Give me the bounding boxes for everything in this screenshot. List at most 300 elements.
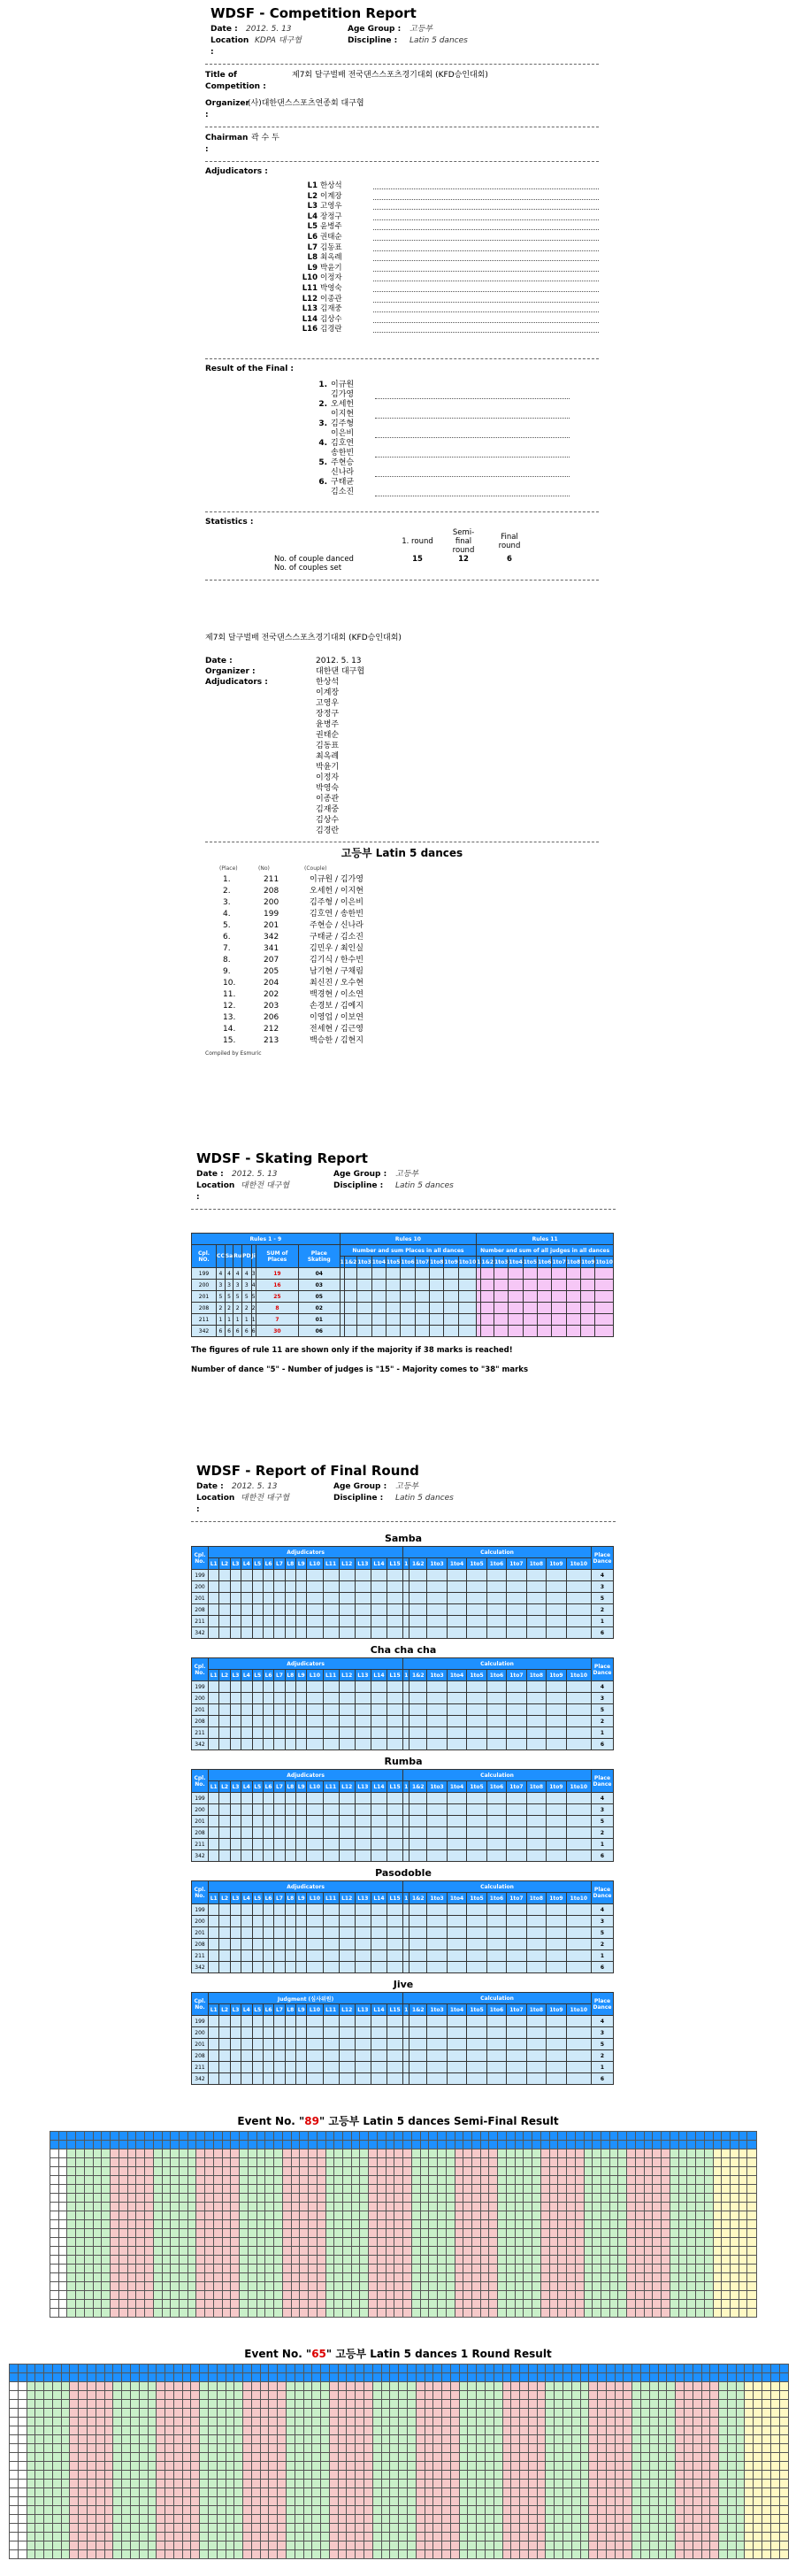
grid-cell: [338, 2426, 347, 2435]
grid-cell: [471, 2141, 480, 2149]
grid-cell: [502, 2488, 511, 2497]
place-range-header: 1to8: [430, 1257, 444, 1268]
grid-cell: [498, 2185, 507, 2194]
grid-row: [10, 2365, 789, 2373]
grid-cell: [606, 2533, 615, 2541]
judge-mark: [296, 1727, 307, 1739]
grid-cell: [122, 2444, 131, 2453]
result-row: [216, 1012, 371, 1024]
judge-mark: [241, 1816, 252, 1827]
grid-cell: [360, 2220, 369, 2229]
grid-cell: [511, 2524, 520, 2533]
grid-cell: [50, 2194, 59, 2203]
grid-cell: [196, 2282, 205, 2291]
calc-cell: [447, 2050, 466, 2062]
grid-cell: [377, 2300, 386, 2309]
sum-places: 25: [256, 1291, 298, 1303]
grid-cell: [736, 2444, 745, 2453]
judge-mark: [355, 2073, 371, 2085]
calc-cell: [507, 1704, 526, 1716]
grid-cell: [662, 2203, 670, 2211]
grid-cell: [377, 2176, 386, 2185]
grid-cell: [70, 2462, 79, 2471]
grid-cell: [546, 2418, 555, 2426]
grid-cell: [624, 2391, 632, 2400]
grid-cell: [180, 2149, 188, 2158]
grid-cell: [188, 2149, 196, 2158]
grid-cell: [480, 2185, 489, 2194]
grid-cell: [351, 2185, 360, 2194]
grid-cell: [676, 2524, 685, 2533]
grid-cell: [520, 2418, 529, 2426]
grid-cell: [390, 2391, 399, 2400]
grid-cell: [394, 2176, 403, 2185]
grid-cell: [269, 2400, 278, 2409]
dance-cpl: 342: [192, 1962, 209, 1973]
grid-cell: [632, 2365, 641, 2373]
grid-cell: [52, 2418, 61, 2426]
grid-cell: [93, 2176, 102, 2185]
calc-col-header: 1to8: [526, 1558, 546, 1570]
judge-mark: [263, 1904, 273, 1916]
grid-cell: [291, 2203, 300, 2211]
grid-cell: [411, 2203, 420, 2211]
grid-cell: [593, 2203, 601, 2211]
grid-cell: [356, 2488, 364, 2497]
grid-cell: [130, 2373, 139, 2382]
calc-cell: [486, 2016, 506, 2027]
final-leader: 주현승: [331, 458, 355, 467]
grid-cell: [191, 2533, 200, 2541]
grid-cell: [693, 2497, 701, 2506]
calc-cell: [427, 1627, 447, 1639]
grid-cell: [520, 2515, 529, 2524]
grid-cell: [571, 2506, 580, 2515]
grid-cell: [130, 2480, 139, 2488]
grid-cell: [93, 2167, 102, 2176]
grid-row: [50, 2158, 757, 2167]
cpl-no: 200: [192, 1280, 217, 1291]
grid-cell: [88, 2453, 96, 2462]
grid-cell: [563, 2426, 572, 2435]
judge-mark: [296, 2016, 307, 2027]
grid-cell: [515, 2194, 524, 2203]
dance-cpl-header: Cpl. No.: [192, 1881, 209, 1904]
grid-cell: [480, 2149, 489, 2158]
rule10-cell: [458, 1314, 477, 1326]
grid-cell: [736, 2435, 745, 2444]
grid-cell: [226, 2373, 234, 2382]
grid-cell: [653, 2265, 662, 2273]
grid-cell: [567, 2220, 576, 2229]
grid-cell: [736, 2506, 745, 2515]
grid-cell: [632, 2400, 641, 2409]
judge-mark: [323, 2062, 339, 2073]
grid-cell: [274, 2265, 283, 2273]
grid-cell: [558, 2149, 567, 2158]
grid-cell: [696, 2149, 705, 2158]
grid-cell: [381, 2488, 390, 2497]
grid-cell: [442, 2391, 451, 2400]
result-final-label: Result of the Final :: [205, 364, 295, 373]
place-range-header: 1to6: [401, 1257, 415, 1268]
results-summary: [205, 633, 599, 1059]
summary-adjudicators: [316, 677, 339, 836]
grid-cell: [731, 2211, 739, 2220]
grid-cell: [269, 2409, 278, 2418]
grid-cell: [455, 2185, 463, 2194]
grid-cell: [226, 2515, 234, 2524]
grid-cell: [403, 2282, 412, 2291]
grid-cell: [485, 2462, 494, 2471]
grid-cell: [243, 2497, 252, 2506]
grid-cell: [364, 2435, 373, 2444]
grid-cell: [433, 2373, 442, 2382]
grid-cell: [122, 2426, 131, 2435]
judge-mark: [230, 1916, 241, 1927]
judge-col-header: L13: [355, 1781, 371, 1793]
dance-row: [192, 1716, 614, 1727]
grid-cell: [747, 2256, 757, 2265]
grid-cell: [248, 2282, 256, 2291]
final-couple: [331, 478, 375, 497]
round1-title: [0, 2346, 796, 2361]
grid-row: [50, 2273, 757, 2282]
calc-cell: [467, 1804, 486, 1816]
grid-cell: [471, 2309, 480, 2318]
result-row: [216, 909, 371, 920]
adjudicators-label: Adjudicators :: [205, 167, 268, 176]
grid-cell: [265, 2167, 274, 2176]
calc-cell: [403, 1904, 409, 1916]
grid-cell: [325, 2132, 334, 2141]
grid-cell: [433, 2453, 442, 2462]
grid-cell: [256, 2158, 265, 2167]
calc-cell: [547, 1793, 566, 1804]
judge-mark: [241, 1804, 252, 1816]
grid-cell: [403, 2203, 412, 2211]
grid-cell: [165, 2426, 174, 2435]
calc-cell: [447, 1962, 466, 1973]
grid-cell: [433, 2435, 442, 2444]
judge-mark: [339, 2062, 355, 2073]
grid-cell: [459, 2365, 468, 2373]
calc-cell: [467, 2050, 486, 2062]
grid-cell: [710, 2515, 719, 2524]
grid-cell: [450, 2400, 459, 2409]
grid-cell: [208, 2400, 217, 2409]
grid-cell: [701, 2471, 710, 2480]
grid-cell: [719, 2382, 728, 2391]
rule10-cell: [430, 1314, 444, 1326]
grid-cell: [485, 2453, 494, 2462]
result-number: 212: [264, 1025, 279, 1034]
judge-mark: [219, 1962, 230, 1973]
grid-cell: [364, 2426, 373, 2435]
grid-cell: [269, 2418, 278, 2426]
judge-mark: [274, 2050, 285, 2062]
grid-cell: [704, 2149, 713, 2158]
final-line: [375, 458, 570, 477]
judge-mark: [339, 1927, 355, 1939]
grid-cell: [188, 2247, 196, 2256]
grid-cell: [231, 2273, 240, 2282]
grid-cell: [188, 2211, 196, 2220]
grid-cell: [515, 2167, 524, 2176]
grid-cell: [618, 2211, 627, 2220]
grid-cell: [369, 2167, 378, 2176]
judge-mark: [263, 1850, 273, 1862]
grid-cell: [506, 2247, 515, 2256]
grid-cell: [153, 2132, 162, 2141]
grid-cell: [399, 2382, 408, 2391]
grid-cell: [153, 2309, 162, 2318]
grid-cell: [44, 2488, 53, 2497]
grid-cell: [584, 2309, 593, 2318]
grid-cell: [463, 2256, 472, 2265]
grid-cell: [463, 2273, 472, 2282]
calc-cell: [447, 1593, 466, 1604]
grid-cell: [563, 2524, 572, 2533]
grid-cell: [248, 2149, 256, 2158]
grid-cell: [265, 2238, 274, 2247]
calc-cell: [566, 2073, 591, 2085]
grid-cell: [693, 2391, 701, 2400]
grid-cell: [360, 2291, 369, 2300]
grid-cell: [540, 2273, 549, 2282]
grid-cell: [312, 2409, 321, 2418]
grid-cell: [520, 2426, 529, 2435]
dance-cpl: 201: [192, 1704, 209, 1716]
grid-cell: [532, 2158, 541, 2167]
grid-cell: [745, 2524, 754, 2533]
grid-cell: [180, 2211, 188, 2220]
judge-mark: [323, 1616, 339, 1627]
grid-cell: [468, 2471, 477, 2480]
grid-cell: [321, 2480, 330, 2488]
judge-col-header: L7: [274, 1670, 285, 1681]
grid-cell: [303, 2435, 312, 2444]
grid-cell: [61, 2418, 70, 2426]
grid-cell: [243, 2480, 252, 2488]
grid-cell: [35, 2471, 44, 2480]
grid-cell: [317, 2265, 325, 2273]
dance-row: [192, 1681, 614, 1693]
grid-cell: [282, 2203, 291, 2211]
calc-cell: [427, 1716, 447, 1727]
grid-cell: [76, 2229, 85, 2238]
judge-mark: [387, 1616, 403, 1627]
grid-cell: [485, 2533, 494, 2541]
rule11-cell: [481, 1280, 494, 1291]
grid-cell: [274, 2185, 283, 2194]
judge-mark: [323, 1927, 339, 1939]
grid-cell: [420, 2141, 429, 2149]
skating-row: [192, 1268, 614, 1280]
grid-cell: [403, 2194, 412, 2203]
grid-cell: [416, 2506, 425, 2515]
grid-cell: [463, 2194, 472, 2203]
grid-cell: [471, 2265, 480, 2273]
grid-cell: [558, 2300, 567, 2309]
grid-cell: [762, 2444, 770, 2453]
grid-cell: [88, 2365, 96, 2373]
grid-cell: [678, 2265, 687, 2273]
grid-cell: [291, 2273, 300, 2282]
grid-cell: [291, 2265, 300, 2273]
grid-cell: [325, 2309, 334, 2318]
grid-cell: [317, 2282, 325, 2291]
grid-cell: [515, 2132, 524, 2141]
grid-cell: [498, 2149, 507, 2158]
grid-cell: [459, 2391, 468, 2400]
result-couple: 이영업 / 이보연: [310, 1013, 364, 1022]
grid-cell: [96, 2444, 104, 2453]
grid-cell: [295, 2382, 303, 2391]
grid-cell: [309, 2149, 318, 2158]
grid-cell: [148, 2497, 157, 2506]
final-couple: [331, 400, 375, 419]
grid-cell: [309, 2291, 318, 2300]
grid-cell: [70, 2444, 79, 2453]
grid-cell: [411, 2238, 420, 2247]
grid-row: [10, 2373, 789, 2382]
grid-cell: [701, 2373, 710, 2382]
grid-cell: [532, 2220, 541, 2229]
grid-cell: [364, 2462, 373, 2471]
grid-cell: [18, 2435, 27, 2444]
judge-mark: [387, 1570, 403, 1581]
judge-mark: [387, 1827, 403, 1839]
grid-cell: [52, 2533, 61, 2541]
grid-cell: [222, 2132, 231, 2141]
judge-mark: [307, 1916, 323, 1927]
grid-cell: [399, 2426, 408, 2435]
grid-cell: [157, 2515, 165, 2524]
adjudicator-row: [289, 273, 599, 284]
grid-row: [50, 2282, 757, 2291]
grid-cell: [477, 2488, 486, 2497]
grid-cell: [678, 2167, 687, 2176]
grid-cell: [269, 2462, 278, 2471]
result-couple: 전세현 / 김근영: [310, 1025, 364, 1034]
grid-cell: [731, 2167, 739, 2176]
grid-cell: [84, 2132, 93, 2141]
grid-cell: [217, 2444, 226, 2453]
dance-cpl: 199: [192, 1904, 209, 1916]
adjudicator-code: L2: [307, 191, 318, 201]
grid-cell: [113, 2462, 122, 2471]
grid-cell: [571, 2480, 580, 2488]
grid-cell: [300, 2167, 309, 2176]
rule10-cell: [371, 1268, 386, 1280]
grid-cell: [127, 2309, 136, 2318]
grid-cell: [102, 2220, 111, 2229]
grid-cell: [779, 2497, 788, 2506]
grid-cell: [50, 2273, 59, 2282]
grid-cell: [649, 2453, 658, 2462]
grid-cell: [76, 2309, 85, 2318]
grid-cell: [251, 2471, 260, 2480]
dance-row: [192, 1581, 614, 1593]
grid-cell: [601, 2256, 610, 2265]
grid-cell: [394, 2238, 403, 2247]
rule10-cell: [344, 1268, 357, 1280]
judge-mark: [307, 1793, 323, 1804]
grid-cell: [480, 2309, 489, 2318]
grid-cell: [558, 2194, 567, 2203]
dance-place: 5: [251, 1291, 256, 1303]
grid-cell: [446, 2265, 455, 2273]
grid-cell: [433, 2365, 442, 2373]
grid-cell: [372, 2515, 381, 2524]
grid-cell: [678, 2256, 687, 2265]
grid-cell: [471, 2256, 480, 2265]
grid-cell: [102, 2211, 111, 2220]
grid-cell: [537, 2373, 546, 2382]
grid-cell: [537, 2426, 546, 2435]
judge-mark: [230, 1627, 241, 1639]
grid-cell: [148, 2418, 157, 2426]
rule11-cell: [494, 1326, 509, 1337]
grid-cell: [222, 2256, 231, 2265]
rule11-cell: [552, 1303, 566, 1314]
grid-cell: [670, 2282, 678, 2291]
dance-cpl: 201: [192, 1816, 209, 1827]
grid-cell: [606, 2444, 615, 2453]
grid-cell: [770, 2435, 779, 2444]
grid-cell: [364, 2471, 373, 2480]
result-number: 206: [264, 1013, 279, 1022]
grid-cell: [670, 2220, 678, 2229]
grid-cell: [719, 2471, 728, 2480]
grid-cell: [658, 2373, 667, 2382]
rule10-cell: [371, 1280, 386, 1291]
grid-cell: [317, 2149, 325, 2158]
grid-cell: [575, 2282, 584, 2291]
grid-cell: [217, 2506, 226, 2515]
grid-cell: [754, 2435, 762, 2444]
grid-cell: [515, 2220, 524, 2229]
grid-cell: [731, 2149, 739, 2158]
grid-cell: [446, 2194, 455, 2203]
rule11-cell: [566, 1314, 580, 1326]
grid-cell: [119, 2309, 127, 2318]
grid-cell: [67, 2194, 76, 2203]
calc-cell: [547, 2027, 566, 2039]
grid-cell: [713, 2220, 722, 2229]
grid-cell: [334, 2265, 343, 2273]
grid-cell: [58, 2309, 67, 2318]
grid-cell: [360, 2265, 369, 2273]
grid-cell: [360, 2185, 369, 2194]
grid-cell: [727, 2515, 736, 2524]
judge-mark: [285, 1593, 295, 1604]
grid-cell: [549, 2167, 558, 2176]
grid-cell: [309, 2203, 318, 2211]
judge-mark: [387, 1704, 403, 1716]
grid-cell: [329, 2497, 338, 2506]
grid-cell: [226, 2471, 234, 2480]
grid-cell: [27, 2418, 35, 2426]
sk-loc-label: Location :: [196, 1181, 235, 1202]
summary-adjudicator: 박윤기: [316, 763, 340, 772]
calc-col-header: 1to3: [427, 1670, 447, 1681]
judge-mark: [209, 2016, 219, 2027]
calc-cell: [409, 2062, 427, 2073]
grid-cell: [567, 2265, 576, 2273]
grid-cell: [736, 2426, 745, 2435]
